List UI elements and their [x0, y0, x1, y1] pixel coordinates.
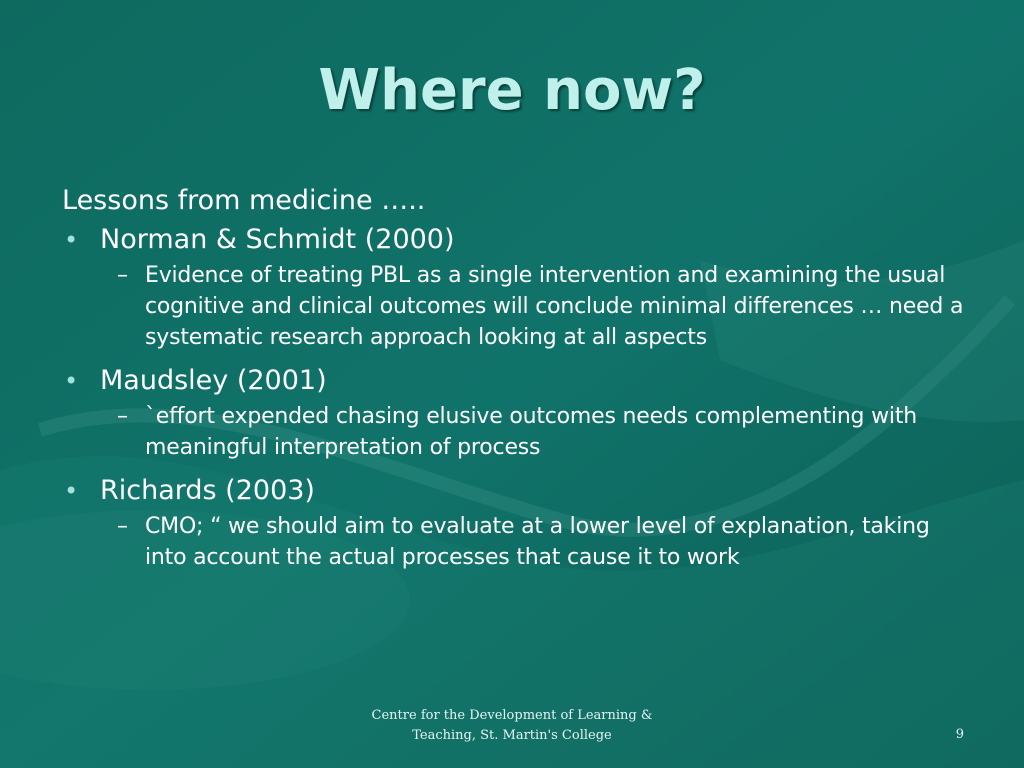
lead-text: Lessons from medicine …..	[62, 185, 426, 216]
sub-bullet-item	[62, 260, 972, 353]
sub-bullet-text: CMO; “ we should aim to evaluate at a lower level of explanation, taking into account the actual processes that cause it to work	[145, 514, 930, 570]
bullet-item	[62, 222, 972, 258]
bullet-item	[62, 473, 972, 509]
dash-icon: –	[117, 514, 128, 539]
slide-title: Where now?	[318, 58, 706, 123]
dash-icon: –	[117, 404, 128, 429]
sub-bullet-item	[62, 511, 972, 573]
bullet-text: Richards (2003)	[100, 475, 315, 506]
footer-line: Teaching, St. Martin's College	[412, 728, 612, 743]
bullet-icon: •	[64, 367, 79, 395]
bullet-icon: •	[64, 477, 79, 505]
bullet-item	[62, 363, 972, 399]
sub-bullet-item	[62, 401, 972, 463]
slide-footer	[330, 706, 694, 746]
footer-line: Centre for the Development of Learning &	[371, 708, 653, 723]
dash-icon: –	[117, 263, 128, 288]
bullet-text: Maudsley (2001)	[100, 365, 327, 396]
sub-bullet-text: `effort expended chasing elusive outcomes needs complementing with meaningful interpretation of process	[145, 404, 917, 460]
sub-bullet-text: Evidence of treating PBL as a single intervention and examining the usual cognitive and clinical outcomes will conclude minimal differences … need a systematic research approach looking at all aspects	[145, 263, 964, 350]
page-number: 9	[955, 727, 964, 742]
slide-body	[62, 182, 972, 583]
bullet-text: Norman & Schmidt (2000)	[100, 224, 455, 255]
bullet-icon: •	[64, 226, 79, 254]
